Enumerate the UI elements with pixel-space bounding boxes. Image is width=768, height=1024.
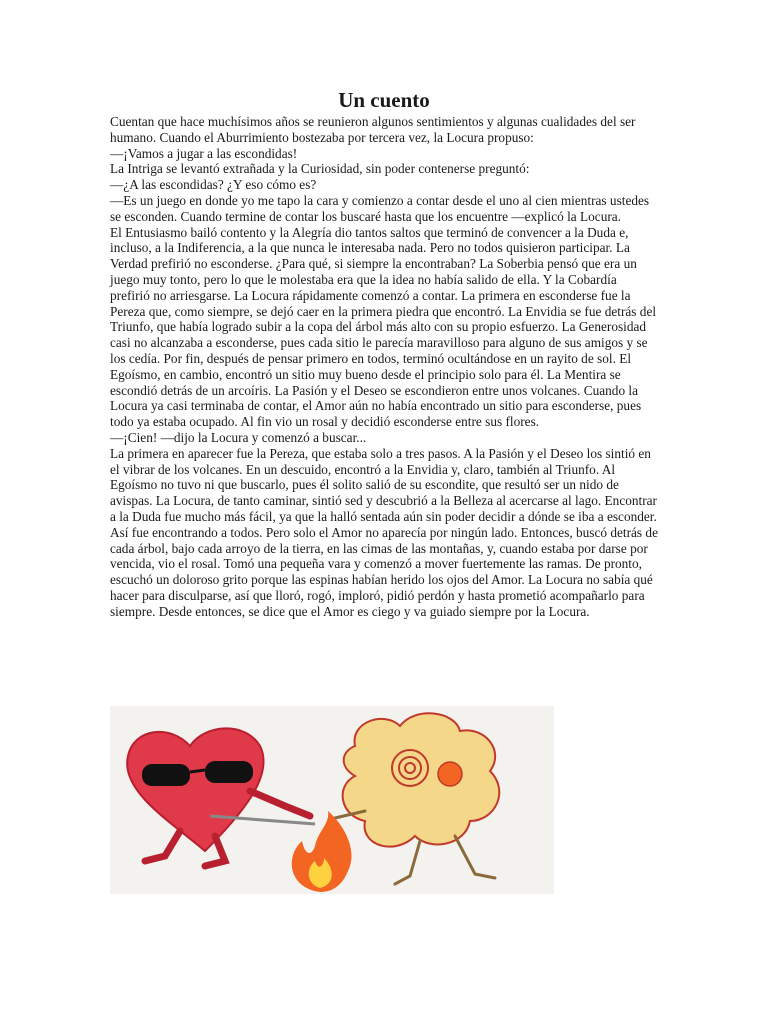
paragraph: Cuentan que hace muchísimos años se reunieron algunos sentimientos y algunas cualidades del ser humano. Cuando el Aburrimiento bostezaba por tercera vez, la Locura propuso:	[110, 114, 636, 145]
love-and-madness-drawing	[110, 706, 554, 894]
paragraph: —¡Vamos a jugar a las escondidas!	[110, 145, 298, 161]
paragraph: La Intriga se levantó extrañada y la Curiosidad, sin poder contenerse preguntó:	[110, 161, 530, 177]
paragraph: La primera en aparecer fue la Pereza, que estaba solo a tres pasos. A la Pasión y el Deseo los sintió en el vibrar de los volcanes. En un descuido, encontró a la Envidia y, claro, también al Triunfo. Al Egoísmo no tuvo ni que buscarlo, pues él solito salió de su escondite, que resultó ser un nido de avispas. La Locura, de tanto caminar, sintió sed y descubrió a la Belleza al acercarse al lago. Encontrar a la Duda fue mucho más fácil, ya que la halló sentada aún sin poder decidir a dónde se iba a esconder. Así fue encontrando a todos. Pero solo el Amor no aparecía por ningún lado. Entonces, buscó detrás de cada árbol, bajo cada arroyo de la tierra, en las cimas de las montañas, y, cuando estaba por darse por vencida, vio el rosal. Tomó una pequeña vara y comenzó a mover fuertemente las ramas. De pronto, escuchó un doloroso grito porque las espinas habían herido los ojos del Amor. La Locura no sabía qué hacer para disculparse, así que lloró, rogó, imploró, pidió perdón y hasta prometió acompañarlo para siempre. Desde entonces, se dice que el Amor es ciego y va guiado siempre por la Locura.	[110, 445, 658, 619]
paragraph: —Es un juego en donde yo me tapo la cara y comienzo a contar desde el uno al cien mientras ustedes se esconden. Cuando termine de contar los buscaré hasta que los encuentre —explicó la Locura.	[110, 192, 650, 224]
document-page	[110, 88, 658, 620]
paragraph: —¡Cien! —dijo la Locura y comenzó a buscar...	[110, 429, 367, 445]
page-title: Un cuento	[338, 88, 430, 112]
heart-character	[127, 728, 315, 866]
story-illustration	[110, 706, 554, 894]
paragraph: El Entusiasmo bailó contento y la Alegría dio tantos saltos que terminó de convencer a la Duda e, incluso, a la Indiferencia, a la que nunca le interesaba nada. Pero no todos quisieron participar. La Verdad prefirió no esconderse. ¿Para qué, si siempre la encontraban? La Soberbia pensó que era un juego muy tonto, pero lo que le molestaba era que la idea no había salido de ella. Y la Cobardía prefirió no arriesgarse. La Locura rápidamente comenzó a contar. La primera en esconderse fue la Pereza que, como siempre, se dejó caer en la primera piedra que encontró. La Envidia se fue detrás del Triunfo, que había logrado subir a la copa del árbol más alto con su propio esfuerzo. La Generosidad casi no alcanzaba a esconderse, pues cada sitio le parecía maravilloso para alguno de sus amigos y se los cedía. Por fin, después de pensar primero en todos, terminó ocultándose en un rayito de sol. El Egoísmo, en cambio, encontró un sitio muy bueno desde el principio solo para él. La Mentira se escondió detrás de un arcoíris. La Pasión y el Deseo se escondieron entre unos volcanes. Cuando la Locura ya casi terminaba de contar, el Amor aún no había encontrado un sitio para esconderse, pues todo ya estaba ocupado. Al fin vio un rosal y decidió esconderse entre sus flores.	[110, 224, 657, 430]
story-text	[110, 114, 658, 620]
paragraph: —¿A las escondidas? ¿Y eso cómo es?	[110, 177, 317, 193]
madness-character	[335, 713, 499, 884]
